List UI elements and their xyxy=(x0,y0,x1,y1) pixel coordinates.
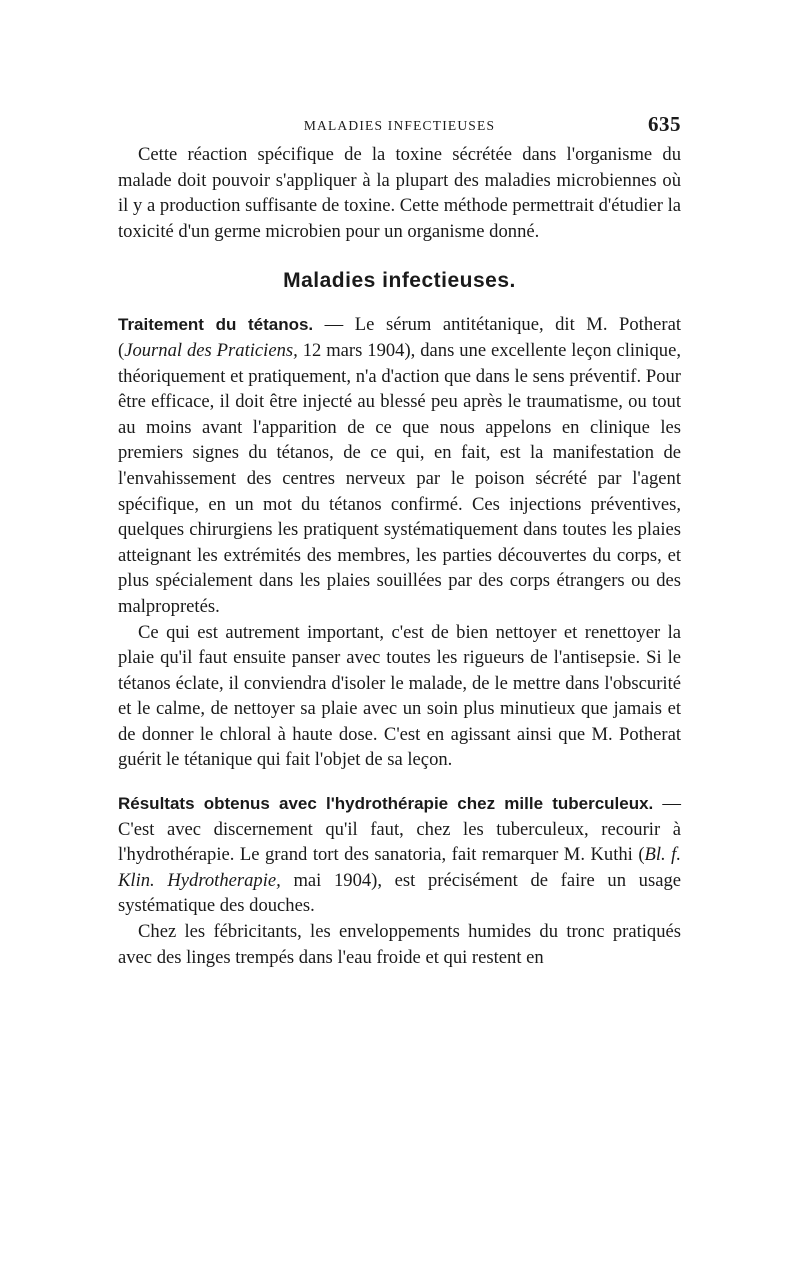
tetanos-source-journal: Journal des Praticiens, xyxy=(124,339,298,361)
hydro-text-after-source: mai 1904), est précisément de faire un usage systématique des douches. xyxy=(118,869,681,917)
page-number: 635 xyxy=(648,112,681,136)
tetanos-paragraph-1 xyxy=(118,312,681,619)
hydro-lead: Résultats obtenus avec l'hydrothérapie chez mille tuberculeux. xyxy=(118,794,654,814)
running-head xyxy=(118,112,681,142)
tetanos-text-after-source: 12 mars 1904), dans une excellente leçon clinique, théoriquement et pratiquement, n'a d'action que dans le sens préventif. Pour être efficace, il doit être injecté au blessé peu après le traumatisme, ou tout au moins avant l'apparition de ce que nous appelons en clinique les premiers signes du tétanos, de ce qui, en fait, est la manifestation de l'envahissement des centres nerveux par le poison sécrété par l'agent spécifique, en un mot du tétanos confirmé. Ces injections préventives, quelques chirurgiens les pratiquent systématiquement dans toutes les plaies atteignant les extrémités des membres, les parties découvertes du corps, et plus spécialement dans les plaies souillées par des corps étrangers ou des malpropretés. xyxy=(118,339,682,617)
hydro-text-before-source: — C'est avec discernement qu'il faut, chez les tuberculeux, recourir à l'hydrothérapie. Le grand tort des sanatoria, fait remarquer M. Kuthi ( xyxy=(118,793,681,866)
book-page xyxy=(118,112,681,970)
intro-paragraph: Cette réaction spécifique de la toxine sécrétée dans l'organisme du malade doit pouvoir s'appliquer à la plupart des maladies microbiennes où il y a production suffisante de toxine. Cette méthode permettrait d'étudier la toxicité d'un germe microbien pour un organisme donné. xyxy=(118,144,681,242)
section-title: Maladies infectieuses. xyxy=(283,269,516,293)
tetanos-text-before-source: — Le sérum antitétanique, dit M. Potherat ( xyxy=(118,314,681,361)
hydro-paragraph-1 xyxy=(118,791,681,919)
paragraph-gap xyxy=(118,773,681,791)
running-title: MALADIES INFECTIEUSES xyxy=(303,118,496,133)
hydro-paragraph-2: Chez les fébricitants, les enveloppements humides du tronc pratiqués avec des linges trempés dans l'eau froide et qui restent en xyxy=(118,921,681,968)
tetanos-lead: Traitement du tétanos. xyxy=(118,315,314,335)
hydro-source-journal: Bl. f. Klin. Hydrotherapie, xyxy=(118,844,681,891)
tetanos-paragraph-2: Ce qui est autrement important, c'est de bien nettoyer et renettoyer la plaie qu'il faut ensuite panser avec toutes les rigueurs de l'antisepsie. Si le tétanos éclate, il conviendra d'isoler le malade, de le mettre dans l'obscurité et le calme, de nettoyer sa plaie avec un soin plus minutieux que jamais et de donner le chloral à haute dose. C'est en agissant ainsi que M. Potherat guérit le tétanique qui fait l'objet de sa leçon. xyxy=(118,621,681,771)
